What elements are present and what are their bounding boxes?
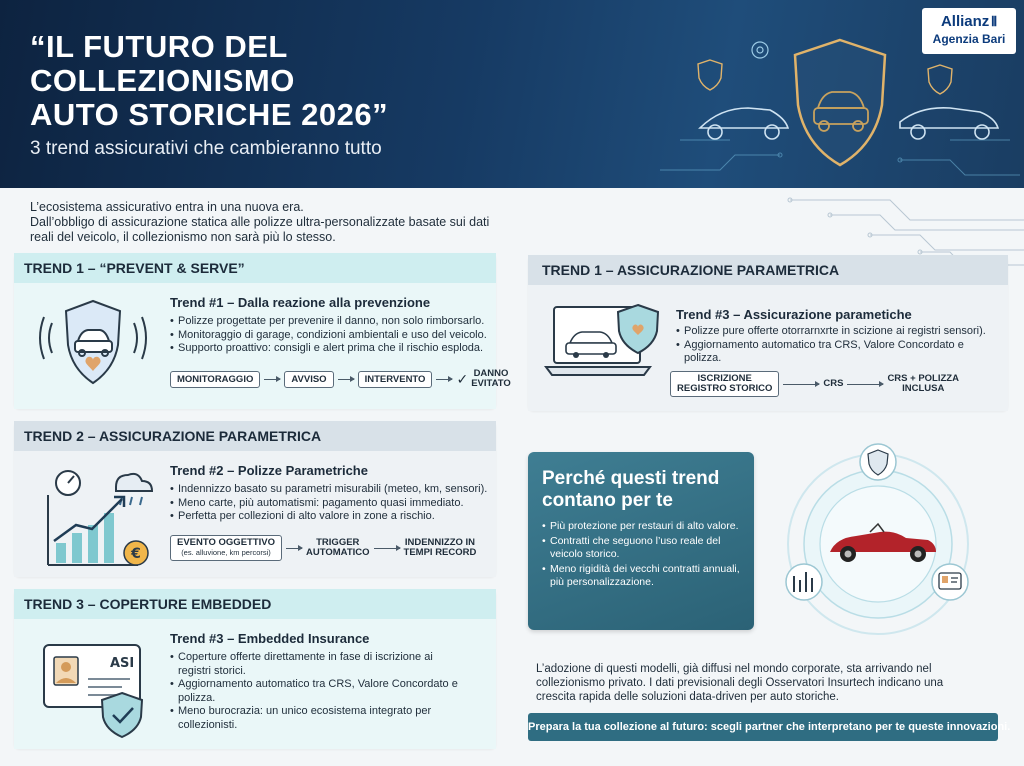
trend2-bullets <box>170 483 500 524</box>
checkmark-icon: ✓ <box>456 370 469 387</box>
iscrizione-line-2: REGISTRO STORICO <box>677 383 773 394</box>
asi-label: ASI <box>110 656 135 671</box>
trend1-card <box>14 253 511 409</box>
cta-banner[interactable]: Prepara la tua collezione al futuro: scegli partner che interpretano per te queste innovazioni. <box>528 713 998 741</box>
trend3-bullet-2: • Aggiornamento automatico tra CRS, Valore Concordato e polizza. <box>170 678 460 705</box>
intro-text <box>30 200 590 245</box>
logo-brand-text: Allianz <box>940 13 990 30</box>
header-banner <box>0 0 1024 188</box>
flow-step-crs-polizza <box>887 374 959 394</box>
trend1-bullet-1: • Polizze progettate per prevenire il danno, non solo rimborsarlo. <box>170 315 490 329</box>
flow-step-indennizzo <box>404 538 477 558</box>
trend2-bullet-1: • Indennizzo basato su parametri misurabili (meteo, km, sensori). <box>170 483 500 497</box>
trend1-bullet-3: • Supporto proattivo: consigli e alert prima che il rischio esploda. <box>170 342 490 356</box>
arrow-right-icon <box>286 548 302 549</box>
page-subtitle: 3 trend assicurativi che cambieranno tutto <box>30 138 382 159</box>
logo-brand <box>922 13 1016 30</box>
laptop-car-shield-icon <box>546 301 666 391</box>
trend3-title: Trend #3 – Embedded Insurance <box>170 631 370 646</box>
title-line-1: “IL FUTURO DEL <box>30 29 288 64</box>
trend-right-card <box>528 255 1008 411</box>
trend-right-flow <box>670 371 959 397</box>
trend2-bullet-3: • Perfetta per collezioni di alto valore in zone a rischio. <box>170 510 500 524</box>
closing-text <box>536 662 996 704</box>
intro-line-2: Dall’obbligo di assicurazione statica alle polizze ultra-personalizzate basate sui dati <box>30 215 490 229</box>
trend-right-body <box>528 285 1008 411</box>
trend3-header: TREND 3 – COPERTURE EMBEDDED <box>14 589 496 619</box>
trend3-bullet-1: • Coperture offerte direttamente in fase di iscrizione ai registri storici. <box>170 651 460 678</box>
why-bullets <box>542 520 740 589</box>
trend2-title: Trend #2 – Polizze Parametriche <box>170 463 368 478</box>
flow-step-avviso: AVVISO <box>284 371 333 388</box>
trend3-bullet-3: • Meno burocrazia: un unico ecosistema integrato per collezionisti. <box>170 705 460 732</box>
flow-step-trigger <box>306 538 370 558</box>
shield-car-wifi-icon <box>38 293 148 393</box>
arrow-right-icon <box>338 379 354 380</box>
flow-step-evento-oggettivo <box>170 535 282 561</box>
trigger-line-1: TRIGGER <box>316 537 360 548</box>
shield-icon <box>795 40 885 165</box>
indennizzo-line-2: TEMPI RECORD <box>403 547 477 558</box>
trend1-bullets <box>170 315 490 356</box>
id-card-shield-icon <box>38 637 158 737</box>
title-line-2: COLLEZIONISMO <box>30 63 295 98</box>
why-bullet-2: • Contratti che seguono l’uso reale del veicolo storico. <box>542 535 740 561</box>
classic-car-rings-illustration <box>760 440 980 640</box>
trend1-body <box>14 283 511 409</box>
trend2-body <box>14 451 496 577</box>
trend1-bullet-2: • Monitoraggio di garage, condizioni ambientali e uso del veicolo. <box>170 329 490 343</box>
allianz-eagle-icon: ⦀ <box>991 14 998 29</box>
arrow-right-icon <box>374 548 400 549</box>
crs-polizza-line-1: CRS + POLIZZA <box>887 373 959 384</box>
trend3-card <box>14 589 496 749</box>
trend1-header: TREND 1 – “PREVENT & SERVE” <box>14 253 496 283</box>
trend2-header: TREND 2 – ASSICURAZIONE PARAMETRICA <box>14 421 496 451</box>
document-badge-icon <box>932 564 968 600</box>
arrow-right-icon <box>264 379 280 380</box>
crs-polizza-line-2: INCLUSA <box>902 383 945 394</box>
flow-step-evento-label: EVENTO OGGETTIVO <box>177 537 276 548</box>
trend-right-header: TREND 1 – ASSICURAZIONE PARAMETRICA <box>528 255 1008 285</box>
arrow-right-icon <box>436 379 452 380</box>
arrow-right-icon <box>783 384 819 385</box>
chart-badge-icon <box>786 564 822 600</box>
trend1-flow <box>170 369 511 389</box>
trend-right-bullet-1: • Polizze pure offerte otorrarnxrte in scizione ai registri sensori). <box>676 325 996 339</box>
trend2-card <box>14 421 496 577</box>
arrow-right-icon <box>847 384 883 385</box>
flow-end-line-1: DANNO <box>473 368 509 379</box>
flow-step-monitoraggio: MONITORAGGIO <box>170 371 260 388</box>
why-title: Perché questi trend contano per te <box>542 468 720 511</box>
logo-agency: Agenzia Bari <box>932 32 1006 46</box>
title-line-3: AUTO STORICHE 2026” <box>30 97 389 132</box>
trend2-bullet-2: • Meno carte, più automatismi: pagamento quasi immediato. <box>170 497 500 511</box>
trend-right-bullet-2: • Aggiornamento automatico tra CRS, Valore Concordato e polizza. <box>676 339 996 366</box>
flow-step-intervento: INTERVENTO <box>358 371 433 388</box>
svg-text:€: € <box>131 546 141 562</box>
flow-step-evento-note: (es. alluvione, km percorsi) <box>181 548 271 557</box>
allianz-logo[interactable] <box>922 8 1016 54</box>
flow-step-iscrizione <box>670 371 779 397</box>
flow-step-crs: CRS <box>823 378 844 389</box>
trend-right-title: Trend #3 – Assicurazione parametiche <box>676 307 912 322</box>
flow-end-line-2: EVITATO <box>471 378 511 389</box>
why-bullet-1: • Più protezione per restauri di alto valore. <box>542 520 740 533</box>
trend3-body <box>14 619 496 749</box>
why-card <box>528 452 754 630</box>
trend1-title: Trend #1 – Dalla reazione alla prevenzione <box>170 295 431 310</box>
intro-line-1: L’ecosistema assicurativo entra in una nuova era. <box>30 200 304 214</box>
why-bullet-3: • Meno rigidità dei vecchi contratti annuali, più personalizzazione. <box>542 563 740 589</box>
trend2-flow <box>170 535 476 561</box>
closing-line-2: collezionismo privato. I dati previsionali degli Osservatori Insurtech indicano una <box>536 677 944 689</box>
shield-badge-icon <box>860 444 896 480</box>
closing-line-1: L’adozione di questi modelli, già diffusi nel mondo corporate, sta arrivando nel <box>536 663 932 675</box>
intro-line-3: reali del veicolo, il collezionismo non sarà più lo stesso. <box>30 230 336 244</box>
page-title <box>30 30 388 132</box>
growth-chart-weather-icon <box>42 465 154 573</box>
indennizzo-line-1: INDENNIZZO IN <box>404 537 476 548</box>
flow-step-danno-evitato <box>471 369 511 389</box>
trend3-bullets <box>170 651 460 732</box>
closing-line-3: crescita rapida delle soluzioni data-driven per auto storiche. <box>536 691 839 703</box>
iscrizione-line-1: ISCRIZIONE <box>697 373 752 384</box>
trend-right-bullets <box>676 325 996 366</box>
trigger-line-2: AUTOMATICO <box>306 547 370 558</box>
